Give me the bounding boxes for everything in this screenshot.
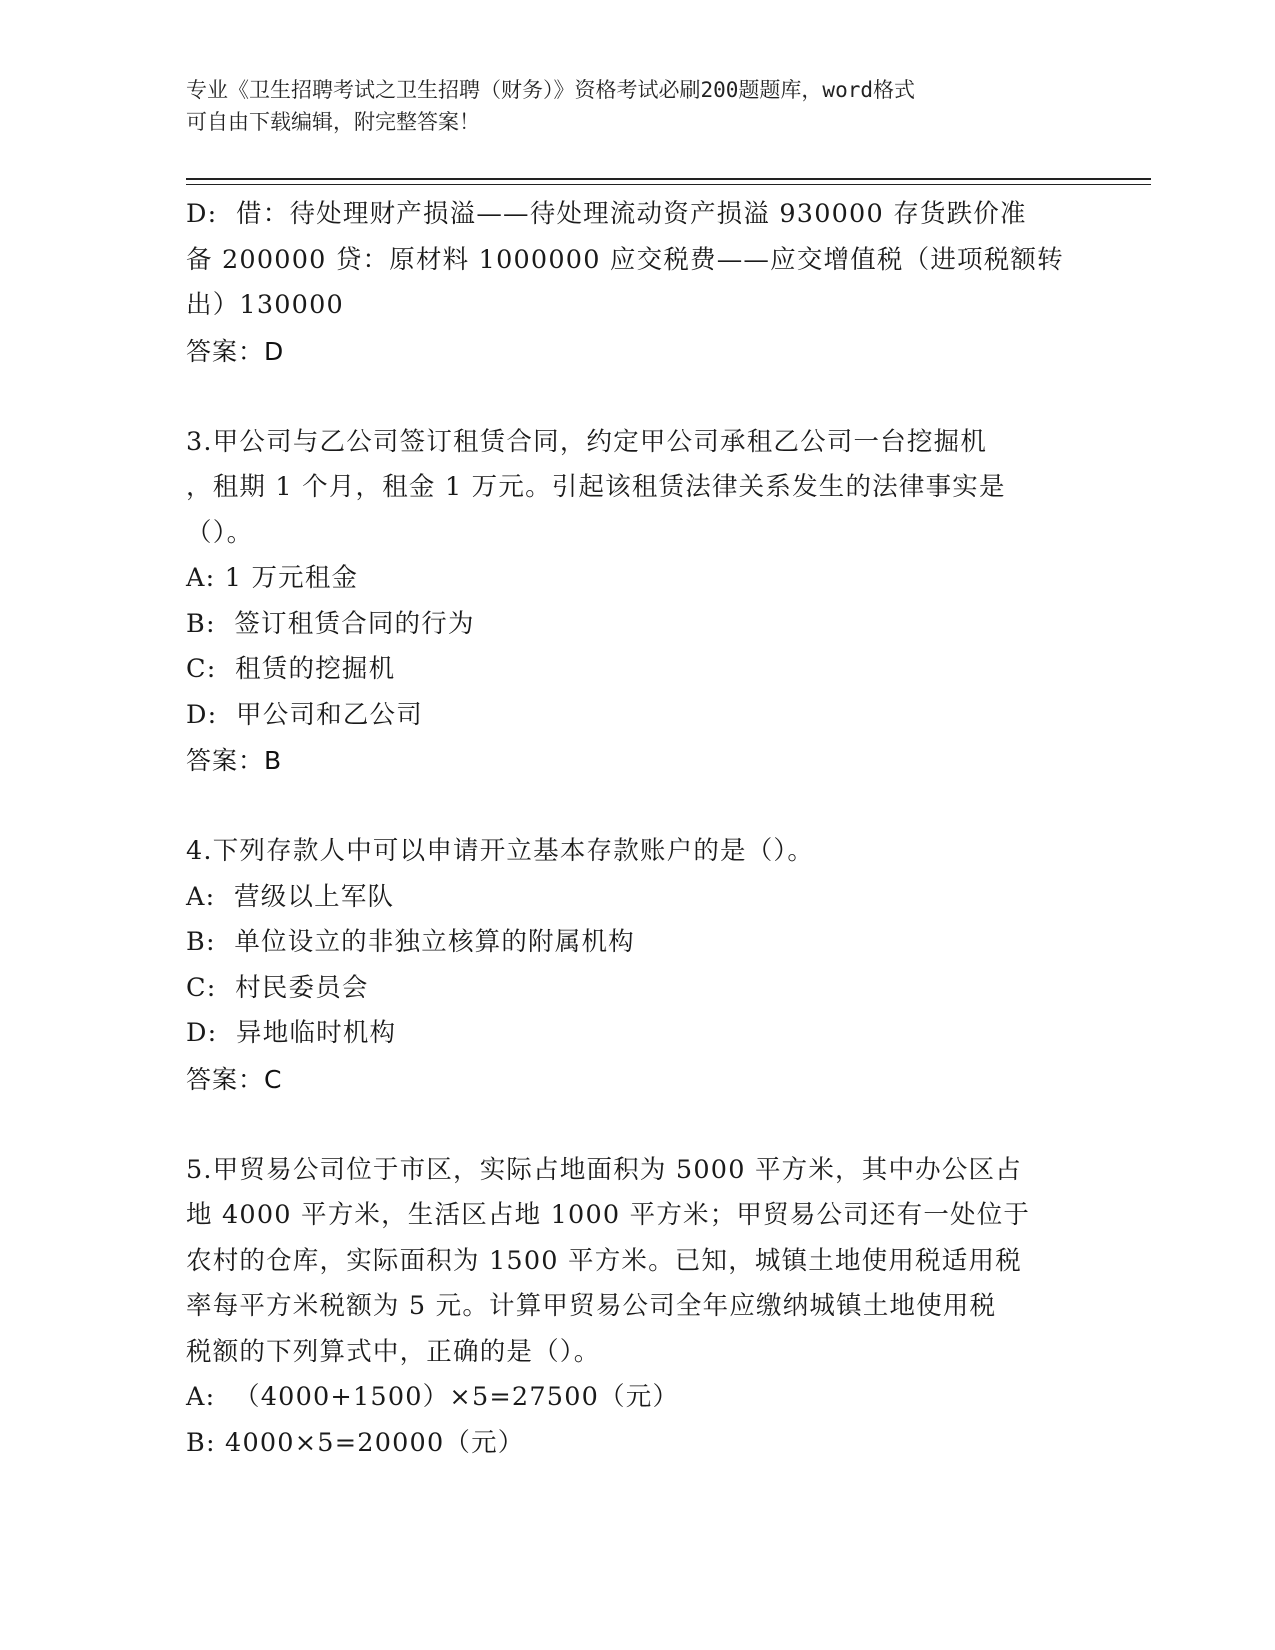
question-4	[186, 829, 1076, 1102]
answer-label: 答案：B	[186, 746, 283, 775]
option-d: D: 甲公司和乙公司	[186, 699, 423, 730]
document-body	[186, 192, 1076, 1466]
question-stem-line: ，租期 1 个月，租金 1 万元。引起该租赁法律关系发生的法律事实是	[186, 472, 1006, 502]
option-d-line-2: 备 200000 贷：原材料 1000000 应交税费——应交增值税（进项税额转	[186, 244, 1064, 275]
option-a: A: （4000+1500）×5=27500（元）	[186, 1382, 680, 1412]
spacer	[186, 374, 1076, 420]
option-b: B: 4000×5=20000（元）	[186, 1427, 525, 1458]
question-5	[186, 1148, 1076, 1467]
question-stem-line: 3.甲公司与乙公司签订租赁合同，约定甲公司承租乙公司一台挖掘机	[186, 426, 988, 457]
answer-label: 答案：D	[186, 336, 285, 366]
spacer	[186, 1102, 1076, 1148]
option-b: B: 签订租赁合同的行为	[186, 608, 475, 639]
question-stem-line: 农村的仓库，实际面积为 1500 平方米。已知，城镇土地使用税适用税	[186, 1245, 1022, 1276]
header-rule-thin	[186, 184, 1151, 185]
question-stem-line: 5.甲贸易公司位于市区，实际占地面积为 5000 平方米，其中办公区占	[186, 1154, 1022, 1185]
question-3	[186, 420, 1076, 784]
option-d: D: 异地临时机构	[186, 1018, 397, 1048]
option-d-line-3: 出）130000	[186, 290, 344, 320]
option-a: A: 1 万元租金	[186, 563, 359, 593]
question-stem-line: 税额的下列算式中，正确的是（）。	[186, 1336, 601, 1367]
question-fragment	[186, 192, 1076, 374]
answer-label: 答案：C	[186, 1064, 283, 1094]
option-d-line-1: D: 借：待处理财产损溢——待处理流动资产损溢 930000 存货跌价准	[186, 199, 1027, 229]
header-line-1: 专业《卫生招聘考试之卫生招聘（财务）》资格考试必刷200题题库，word格式	[186, 78, 915, 102]
option-a: A: 营级以上军队	[186, 881, 395, 912]
question-stem-line: （）。	[186, 517, 254, 548]
question-stem-line: 率每平方米税额为 5 元。计算甲贸易公司全年应缴纳城镇土地使用税	[186, 1291, 997, 1321]
spacer	[186, 784, 1076, 830]
question-stem-line: 4.下列存款人中可以申请开立基本存款账户的是（）。	[186, 836, 815, 866]
header-line-2: 可自由下载编辑，附完整答案！	[186, 110, 480, 134]
page-header	[186, 74, 1066, 138]
option-b: B: 单位设立的非独立核算的附属机构	[186, 927, 635, 957]
header-rule-thick	[186, 178, 1151, 180]
option-c: C: 村民委员会	[186, 972, 369, 1003]
option-c: C: 租赁的挖掘机	[186, 654, 396, 684]
question-stem-line: 地 4000 平方米，生活区占地 1000 平方米；甲贸易公司还有一处位于	[186, 1200, 1031, 1230]
